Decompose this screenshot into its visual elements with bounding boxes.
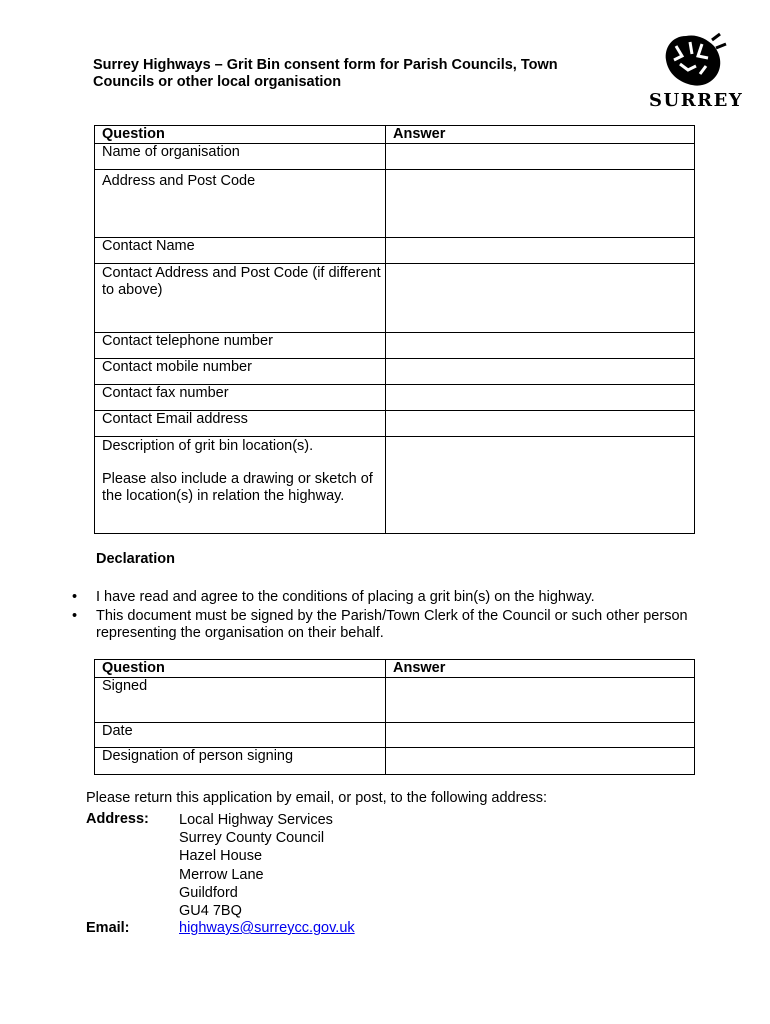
table-row	[95, 333, 695, 359]
email-label: Email:	[86, 920, 130, 936]
bullet-icon: •	[72, 589, 78, 605]
answer-cell[interactable]	[386, 411, 695, 437]
table-row	[95, 437, 695, 534]
address-line: Hazel House	[179, 848, 263, 865]
answer-cell[interactable]	[386, 170, 695, 238]
answer-cell[interactable]	[386, 333, 695, 359]
table-header-row	[95, 660, 695, 678]
answer-cell[interactable]	[386, 144, 695, 170]
col-answer-header: Answer	[386, 660, 695, 678]
answer-cell[interactable]	[386, 723, 695, 748]
table-row	[95, 170, 695, 238]
col-question-header: Question	[95, 126, 386, 144]
address-label: Address:	[86, 811, 149, 827]
table-row	[95, 359, 695, 385]
question-cell: Contact telephone number	[95, 333, 386, 359]
question-cell: Designation of person signing	[95, 748, 386, 775]
table-row	[95, 264, 695, 333]
question-note: Please also include a drawing or sketch of the location(s) in relation the highway.	[102, 471, 373, 504]
question-cell: Contact Name	[95, 238, 386, 264]
question-cell: Contact Email address	[95, 411, 386, 437]
list-item	[72, 589, 712, 607]
table-row	[95, 411, 695, 437]
question-cell: Signed	[95, 678, 386, 723]
table-row	[95, 385, 695, 411]
col-question-header: Question	[95, 660, 386, 678]
page-title: Surrey Highways – Grit Bin consent form for Parish Councils, Town Councils or other local organisation	[93, 57, 558, 90]
list-item	[72, 608, 712, 643]
answer-cell[interactable]	[386, 748, 695, 775]
bullet-text: This document must be signed by the Parish/Town Clerk of the Council or such other person representing the organisation on their behalf.	[96, 607, 688, 641]
question-cell: Contact fax number	[95, 385, 386, 411]
table-row	[95, 723, 695, 748]
return-instructions: Please return this application by email, or post, to the following address:	[86, 790, 548, 806]
table-row	[95, 748, 695, 775]
answer-cell[interactable]	[386, 359, 695, 385]
table-row	[95, 678, 695, 723]
answer-cell[interactable]	[386, 238, 695, 264]
table-row	[95, 144, 695, 170]
answer-cell[interactable]	[386, 264, 695, 333]
table-header-row	[95, 126, 695, 144]
question-text: Description of grit bin location(s).	[102, 438, 314, 454]
address-block	[179, 811, 333, 920]
signature-table	[94, 659, 695, 775]
organisation-table	[94, 125, 695, 534]
email-link[interactable]: highways@surreycc.gov.uk	[179, 920, 355, 936]
question-cell: Contact mobile number	[95, 359, 386, 385]
declaration-list	[72, 589, 712, 644]
address-line: GU4 7BQ	[179, 903, 242, 920]
question-cell: Address and Post Code	[95, 170, 386, 238]
question-cell	[95, 437, 386, 534]
answer-cell[interactable]	[386, 678, 695, 723]
question-cell: Date	[95, 723, 386, 748]
table-row	[95, 238, 695, 264]
logo-text: SURREY	[649, 90, 744, 111]
bullet-text: I have read and agree to the conditions of placing a grit bin(s) on the highway.	[96, 589, 595, 605]
answer-cell[interactable]	[386, 385, 695, 411]
question-cell: Contact Address and Post Code (if different to above)	[95, 264, 386, 333]
col-answer-header: Answer	[386, 126, 695, 144]
address-line: Local Highway Services	[179, 812, 333, 828]
address-line: Merrow Lane	[179, 866, 264, 883]
bullet-icon: •	[72, 607, 78, 624]
address-line: Surrey County Council	[179, 830, 325, 847]
declaration-heading: Declaration	[96, 551, 175, 567]
question-cell: Name of organisation	[95, 144, 386, 170]
answer-cell[interactable]	[386, 437, 695, 534]
address-line: Guildford	[179, 884, 238, 901]
